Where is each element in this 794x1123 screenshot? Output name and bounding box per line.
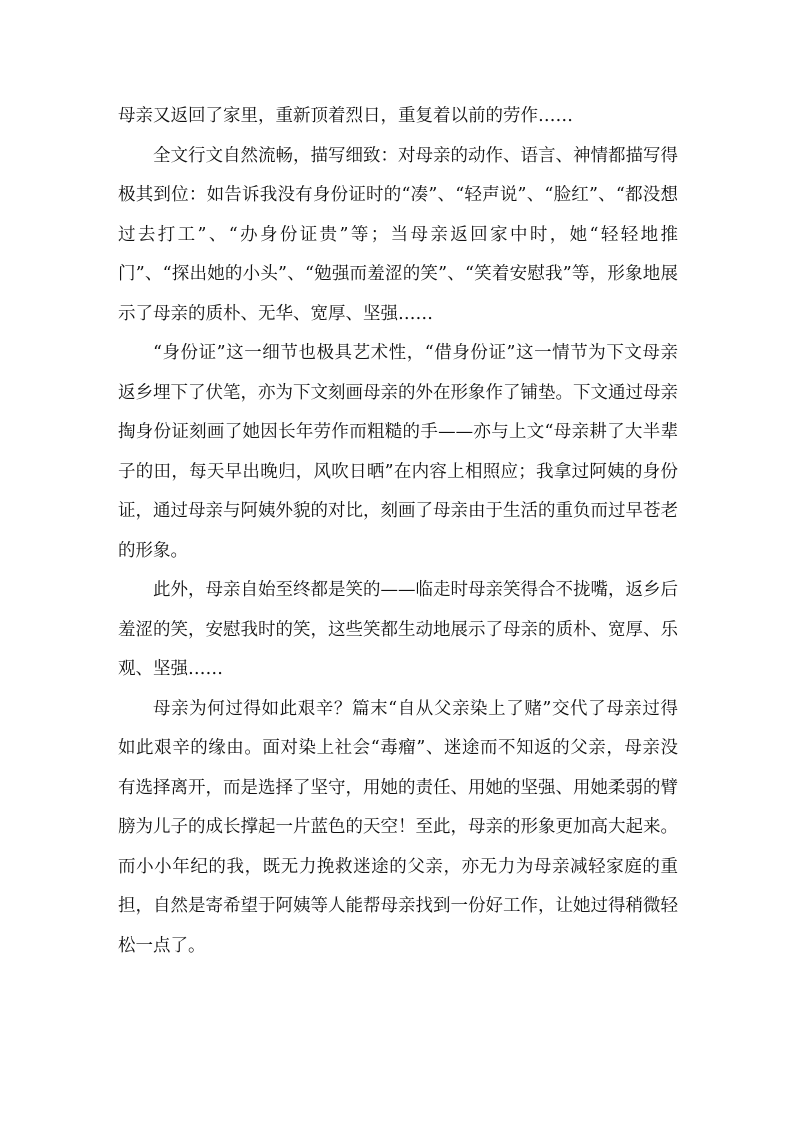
body-text bbox=[118, 97, 678, 966]
paragraph-5: 母亲为何过得如此艰辛？篇末“自从父亲染上了赌”交代了母亲过得如此艰辛的缘由。面对染上社会“毒瘤”、迷途而不知返的父亲，母亲没有选择离开，而是选择了坚守，用她的责任、用她的坚强、用她柔弱的臂膀为儿子的成长撑起一片蓝色的天空！至此，母亲的形象更加高大起来。而小小年纪的我，既无力挽救迷途的父亲，亦无力为母亲减轻家庭的重担，自然是寄希望于阿姨等人能帮母亲找到一份好工作，让她过得稍微轻松一点了。 bbox=[118, 698, 678, 956]
paragraph-2: 全文行文自然流畅，描写细致：对母亲的动作、语言、神情都描写得极其到位：如告诉我没有身份证时的“凑”、“轻声说”、“脸红”、“都没想过去打工”、“办身份证贵”等；当母亲返回家中时，她“轻轻地推门”、“探出她的小头”、“勉强而羞涩的笑”、“笑着安慰我”等，形象地展示了母亲的质朴、无华、宽厚、坚强…… bbox=[118, 145, 678, 324]
paragraph-1: 母亲又返回了家里，重新顶着烈日，重复着以前的劳作…… bbox=[118, 106, 573, 126]
paragraph-4: 此外，母亲自始至终都是笑的——临走时母亲笑得合不拢嘴，返乡后羞涩的笑，安慰我时的笑，这些笑都生动地展示了母亲的质朴、宽厚、乐观、坚强…… bbox=[118, 580, 678, 679]
paragraph-3: “身份证”这一细节也极具艺术性，“借身份证”这一情节为下文母亲返乡埋下了伏笔，亦为下文刻画母亲的外在形象作了铺垫。下文通过母亲掏身份证刻画了她因长年劳作而粗糙的手——亦与上文“母亲耕了大半辈子的田，每天早出晚归，风吹日晒”在内容上相照应；我拿过阿姨的身份证，通过母亲与阿姨外貌的对比，刻画了母亲由于生活的重负而过早苍老的形象。 bbox=[118, 343, 678, 561]
